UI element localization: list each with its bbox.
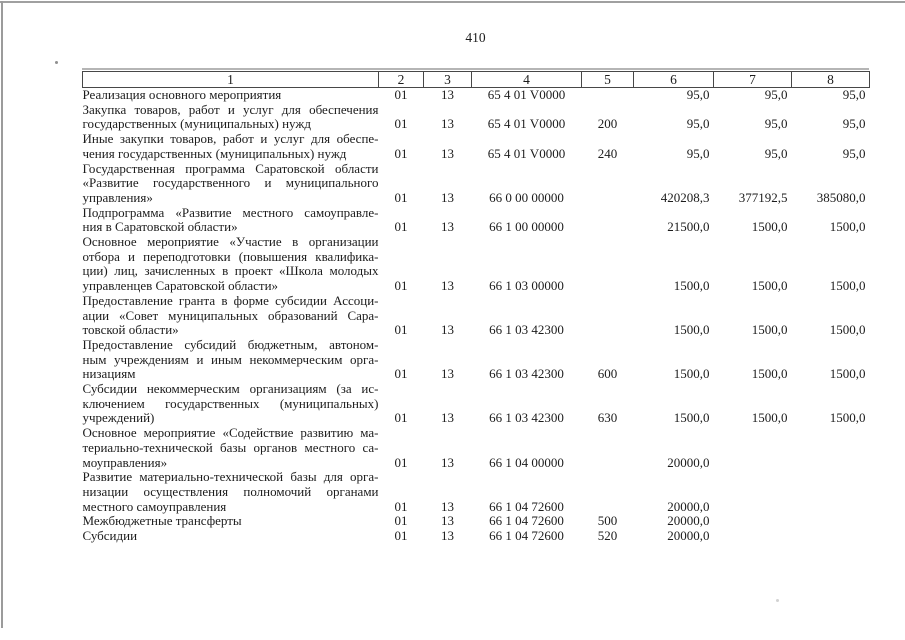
- activity-name-line: Подпрограмма «Развитие местного самоуправле-: [82, 204, 379, 220]
- cell-podrazdel: 13: [441, 116, 454, 132]
- cell-activity-name: [83, 426, 379, 470]
- cell-amount-year3: 95,0: [842, 116, 866, 132]
- cell-razdel: 01: [394, 116, 408, 132]
- cell-amount-year2: 95,0: [764, 87, 788, 102]
- cell-podrazdel: 13: [441, 410, 454, 426]
- cell-target-article: 66 1 04 00000: [489, 454, 564, 470]
- table-row: [83, 426, 870, 470]
- cell-amount-year1: 95,0: [686, 116, 710, 132]
- scan-speck: [55, 61, 58, 64]
- cell-activity-name: [83, 103, 379, 132]
- cell-podrazdel: 13: [441, 454, 454, 470]
- cell-expense-type: 500: [597, 513, 618, 529]
- cell-activity-name: [83, 338, 379, 382]
- cell-amount-year2: 1500,0: [751, 278, 788, 294]
- cell-expense-type: [582, 88, 634, 103]
- column-header: 5: [582, 72, 634, 88]
- cell-target-article: 66 1 03 42300: [489, 366, 564, 382]
- cell-expense-type: 200: [597, 116, 618, 132]
- cell-expense-type: [582, 206, 634, 235]
- activity-name-line: ключением государственных (муниципальных): [82, 395, 379, 411]
- cell-amount-year2: 1500,0: [751, 410, 788, 426]
- cell-expense-type: 600: [597, 366, 618, 382]
- cell-razdel: 01: [394, 87, 408, 102]
- activity-name-line: чения государственных (муниципальных) нужд: [82, 145, 347, 161]
- scan-edge-left: [1, 1, 3, 628]
- cell-target-article: 66 1 04 72600: [489, 513, 564, 529]
- activity-name-line: Иные закупки товаров, работ и услуг для обеспе-: [82, 131, 379, 147]
- cell-amount-year3: [792, 426, 870, 470]
- cell-razdel: 01: [394, 145, 408, 161]
- cell-amount-year3: 1500,0: [829, 410, 866, 426]
- cell-amount-year3: [792, 470, 870, 514]
- cell-razdel: 01: [394, 454, 408, 470]
- cell-amount-year1: 20000,0: [667, 498, 710, 514]
- cell-activity-name: [83, 88, 379, 103]
- activity-name-line: ции) лиц, зачисленных в проект «Школа молодых: [82, 263, 379, 279]
- cell-target-article: 66 1 00 00000: [489, 219, 564, 235]
- cell-target-article: 66 1 04 72600: [489, 498, 564, 514]
- cell-amount-year3: 95,0: [842, 145, 866, 161]
- activity-name-line: управленцев Саратовской области»: [82, 278, 279, 294]
- cell-amount-year1: 1500,0: [673, 278, 710, 294]
- cell-expense-type: [582, 235, 634, 294]
- activity-name-line: ным учреждениям и иным некоммерческим орга-: [82, 351, 379, 367]
- cell-amount-year3: 1500,0: [829, 366, 866, 382]
- cell-amount-year3: 1500,0: [829, 322, 866, 338]
- cell-activity-name: [83, 529, 379, 544]
- budget-table: [82, 71, 870, 544]
- cell-amount-year2: [714, 426, 792, 470]
- activity-name-line: «Развитие государственного и муниципального: [82, 175, 379, 191]
- table-row: [83, 103, 870, 132]
- cell-podrazdel: 13: [441, 87, 454, 102]
- cell-amount-year2: 1500,0: [751, 219, 788, 235]
- scan-speck: [776, 599, 779, 602]
- cell-amount-year2: [714, 529, 792, 544]
- table-row: [83, 294, 870, 338]
- cell-amount-year2: 1500,0: [751, 366, 788, 382]
- cell-razdel: 01: [394, 528, 408, 544]
- table-row: [83, 470, 870, 514]
- cell-amount-year1: 21500,0: [667, 219, 710, 235]
- cell-activity-name: [83, 294, 379, 338]
- cell-razdel: 01: [394, 189, 408, 205]
- cell-amount-year1: 20000,0: [667, 513, 710, 529]
- column-header: 3: [424, 72, 472, 88]
- cell-amount-year3: [792, 529, 870, 544]
- column-header: 6: [634, 72, 714, 88]
- cell-amount-year3: 385080,0: [816, 189, 866, 205]
- cell-amount-year2: [714, 470, 792, 514]
- cell-expense-type: 520: [597, 528, 618, 544]
- cell-amount-year1: 20000,0: [667, 528, 710, 544]
- activity-name-line: учреждений): [82, 410, 155, 426]
- cell-amount-year2: 95,0: [764, 145, 788, 161]
- activity-name-line: низациям: [82, 366, 136, 382]
- cell-target-article: 66 1 04 72600: [489, 528, 564, 544]
- activity-name-line: Предоставление субсидий бюджетным, автоном-: [82, 336, 379, 352]
- activity-name-line: Основное мероприятие «Участие в организации: [82, 234, 379, 250]
- activity-name-line: ации «Совет муниципальных образований Сара-: [82, 307, 379, 323]
- cell-podrazdel: 13: [441, 278, 454, 294]
- activity-name-line: Развитие материально-технической базы для орга-: [82, 469, 379, 485]
- cell-amount-year2: 377192,5: [738, 189, 788, 205]
- cell-activity-name: [83, 162, 379, 206]
- activity-name-line: ния в Саратовской области»: [82, 219, 238, 235]
- cell-podrazdel: 13: [441, 219, 454, 235]
- cell-activity-name: [83, 470, 379, 514]
- activity-name-line: низации осуществления полномочий органами: [82, 483, 379, 499]
- table-row: [83, 132, 870, 161]
- table-row: [83, 88, 870, 103]
- cell-expense-type: [582, 426, 634, 470]
- cell-amount-year3: [792, 514, 870, 529]
- cell-amount-year1: 1500,0: [673, 366, 710, 382]
- page-number: 410: [465, 30, 486, 45]
- activity-name-line: Субсидии некоммерческим организациям (за ис-: [82, 381, 379, 397]
- table-row: [83, 235, 870, 294]
- cell-target-article: 66 1 03 00000: [489, 278, 564, 294]
- cell-amount-year1: 95,0: [686, 145, 710, 161]
- activity-name-line: Основное мероприятие «Содействие развитию ма-: [82, 425, 379, 441]
- cell-activity-name: [83, 132, 379, 161]
- cell-podrazdel: 13: [441, 189, 454, 205]
- table-row: [83, 338, 870, 382]
- activity-name-line: Предоставление гранта в форме субсидии Ассоци-: [82, 292, 379, 308]
- table-row: [83, 514, 870, 529]
- cell-podrazdel: 13: [441, 322, 454, 338]
- cell-razdel: 01: [394, 366, 408, 382]
- column-header: 2: [379, 72, 424, 88]
- budget-table-body: [83, 88, 870, 544]
- cell-amount-year1: 1500,0: [673, 410, 710, 426]
- activity-name-line: Межбюджетные трансферты: [82, 513, 242, 529]
- cell-activity-name: [83, 235, 379, 294]
- cell-target-article: 66 1 03 42300: [489, 322, 564, 338]
- cell-target-article: 65 4 01 V0000: [487, 116, 566, 132]
- cell-expense-type: [582, 470, 634, 514]
- cell-activity-name: [83, 514, 379, 529]
- column-header: 1: [83, 72, 379, 88]
- cell-expense-type: [582, 162, 634, 206]
- cell-expense-type: 240: [597, 145, 618, 161]
- cell-podrazdel: 13: [441, 498, 454, 514]
- column-header-row: [83, 72, 870, 88]
- activity-name-line: местного самоуправления: [82, 498, 227, 514]
- cell-amount-year1: 420208,3: [660, 189, 710, 205]
- activity-name-line: Государственная программа Саратовской области: [82, 160, 379, 176]
- cell-amount-year3: 1500,0: [829, 219, 866, 235]
- activity-name-line: Субсидии: [82, 528, 138, 544]
- table-row: [83, 162, 870, 206]
- cell-activity-name: [83, 206, 379, 235]
- cell-razdel: 01: [394, 322, 408, 338]
- scan-edge-top: [0, 1, 905, 3]
- cell-razdel: 01: [394, 410, 408, 426]
- cell-expense-type: [582, 294, 634, 338]
- column-header: 7: [714, 72, 792, 88]
- column-header: 4: [472, 72, 582, 88]
- cell-amount-year2: 1500,0: [751, 322, 788, 338]
- cell-target-article: 65 4 01 V0000: [487, 145, 566, 161]
- table-row: [83, 529, 870, 544]
- cell-razdel: 01: [394, 513, 408, 529]
- cell-expense-type: 630: [597, 410, 618, 426]
- scan-blur-line: [82, 68, 869, 70]
- cell-podrazdel: 13: [441, 145, 454, 161]
- activity-name-line: государственных (муниципальных) нужд: [82, 116, 311, 132]
- activity-name-line: Реализация основного мероприятия: [82, 87, 282, 102]
- cell-podrazdel: 13: [441, 366, 454, 382]
- cell-amount-year1: 20000,0: [667, 454, 710, 470]
- table-row: [83, 382, 870, 426]
- activity-name-line: териально-технической базы органов местного са-: [82, 439, 379, 455]
- table-row: [83, 206, 870, 235]
- activity-name-line: Закупка товаров, работ и услуг для обеспечения: [82, 101, 379, 117]
- cell-amount-year2: 95,0: [764, 116, 788, 132]
- cell-amount-year1: 1500,0: [673, 322, 710, 338]
- cell-amount-year3: 1500,0: [829, 278, 866, 294]
- cell-amount-year3: 95,0: [842, 87, 866, 102]
- column-header: 8: [792, 72, 870, 88]
- cell-amount-year1: 95,0: [686, 87, 710, 102]
- activity-name-line: отбора и переподготовки (повышения квалифика-: [82, 248, 379, 264]
- cell-amount-year2: [714, 514, 792, 529]
- activity-name-line: управления»: [82, 189, 153, 205]
- activity-name-line: товской области»: [82, 322, 179, 338]
- cell-target-article: 66 1 03 42300: [489, 410, 564, 426]
- cell-razdel: 01: [394, 498, 408, 514]
- cell-razdel: 01: [394, 219, 408, 235]
- cell-podrazdel: 13: [441, 528, 454, 544]
- cell-target-article: 65 4 01 V0000: [487, 87, 566, 102]
- cell-podrazdel: 13: [441, 513, 454, 529]
- cell-activity-name: [83, 382, 379, 426]
- cell-target-article: 66 0 00 00000: [489, 189, 564, 205]
- activity-name-line: моуправления»: [82, 454, 168, 470]
- cell-razdel: 01: [394, 278, 408, 294]
